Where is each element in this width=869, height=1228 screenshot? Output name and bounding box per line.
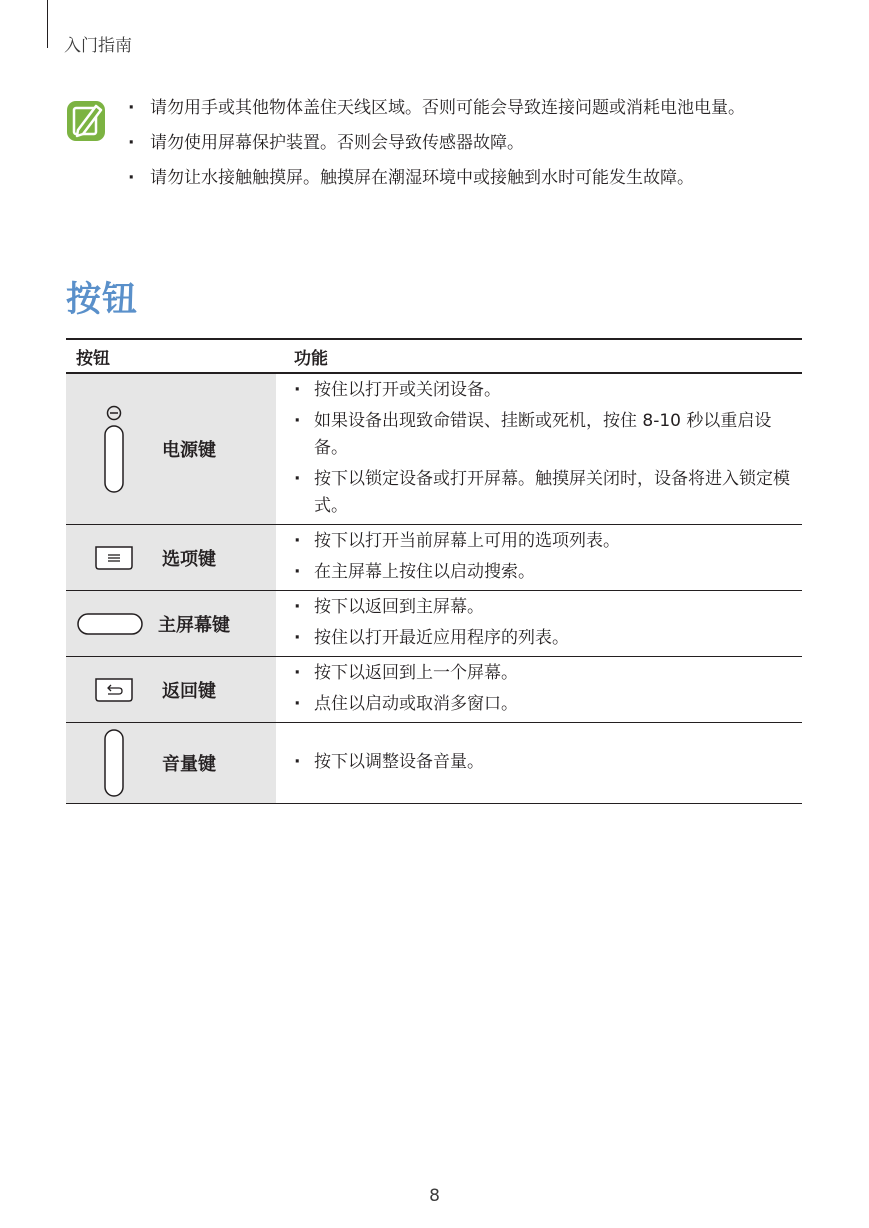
- key-cell: [66, 591, 276, 657]
- function-item: · 按下以打开当前屏幕上可用的选项列表。: [294, 528, 802, 555]
- page-number: 8: [429, 1186, 440, 1206]
- function-item: · 按下以返回到主屏幕。: [294, 594, 802, 621]
- table-row: [66, 723, 802, 804]
- key-cell: [66, 723, 276, 804]
- buttons-table: [66, 338, 802, 804]
- section-header: 入门指南: [64, 36, 132, 56]
- notes-list: [128, 95, 808, 200]
- key-name: 主屏幕键: [158, 614, 230, 636]
- back-key-icon: [92, 676, 136, 704]
- note-icon: [66, 100, 106, 142]
- function-cell: [276, 657, 802, 723]
- function-cell: [276, 373, 802, 525]
- key-name: 电源键: [162, 440, 216, 461]
- header-rule: [47, 0, 48, 48]
- function-item: · 按住以打开或关闭设备。: [294, 377, 802, 404]
- table-row: [66, 525, 802, 591]
- note-item: · 请勿使用屏幕保护装置。否则会导致传感器故障。: [128, 130, 808, 156]
- function-item: · 在主屏幕上按住以启动搜索。: [294, 559, 802, 586]
- key-cell: [66, 373, 276, 525]
- header-button: 按钮: [66, 339, 276, 373]
- function-item: · 按下以调整设备音量。: [294, 749, 802, 776]
- key-name: 返回键: [162, 680, 216, 702]
- page-title: 按钮: [66, 280, 139, 320]
- note-item: · 请勿让水接触触摸屏。触摸屏在潮湿环境中或接触到水时可能发生故障。: [128, 165, 808, 191]
- key-cell: [66, 657, 276, 723]
- key-name: 选项键: [162, 548, 216, 570]
- function-item: · 如果设备出现致命错误、挂断或死机，按住 8-10 秒以重启设备。: [294, 408, 802, 462]
- function-cell: [276, 591, 802, 657]
- table-row: [66, 591, 802, 657]
- table-row: [66, 373, 802, 525]
- note-item: · 请勿用手或其他物体盖住天线区域。否则可能会导致连接问题或消耗电池电量。: [128, 95, 808, 121]
- table-row: [66, 657, 802, 723]
- menu-key-icon: [92, 544, 136, 572]
- volume-key-icon: [99, 727, 129, 799]
- key-name: 音量键: [162, 754, 216, 775]
- power-key-icon: [99, 404, 129, 494]
- function-cell: [276, 525, 802, 591]
- key-cell: [66, 525, 276, 591]
- function-item: · 按住以打开最近应用程序的列表。: [294, 625, 802, 652]
- function-item: · 点住以启动或取消多窗口。: [294, 691, 802, 718]
- function-item: · 按下以返回到上一个屏幕。: [294, 660, 802, 687]
- function-cell: [276, 723, 802, 804]
- home-key-icon: [75, 611, 145, 637]
- header-function: 功能: [276, 339, 802, 373]
- function-item: · 按下以锁定设备或打开屏幕。触摸屏关闭时，设备将进入锁定模式。: [294, 466, 802, 520]
